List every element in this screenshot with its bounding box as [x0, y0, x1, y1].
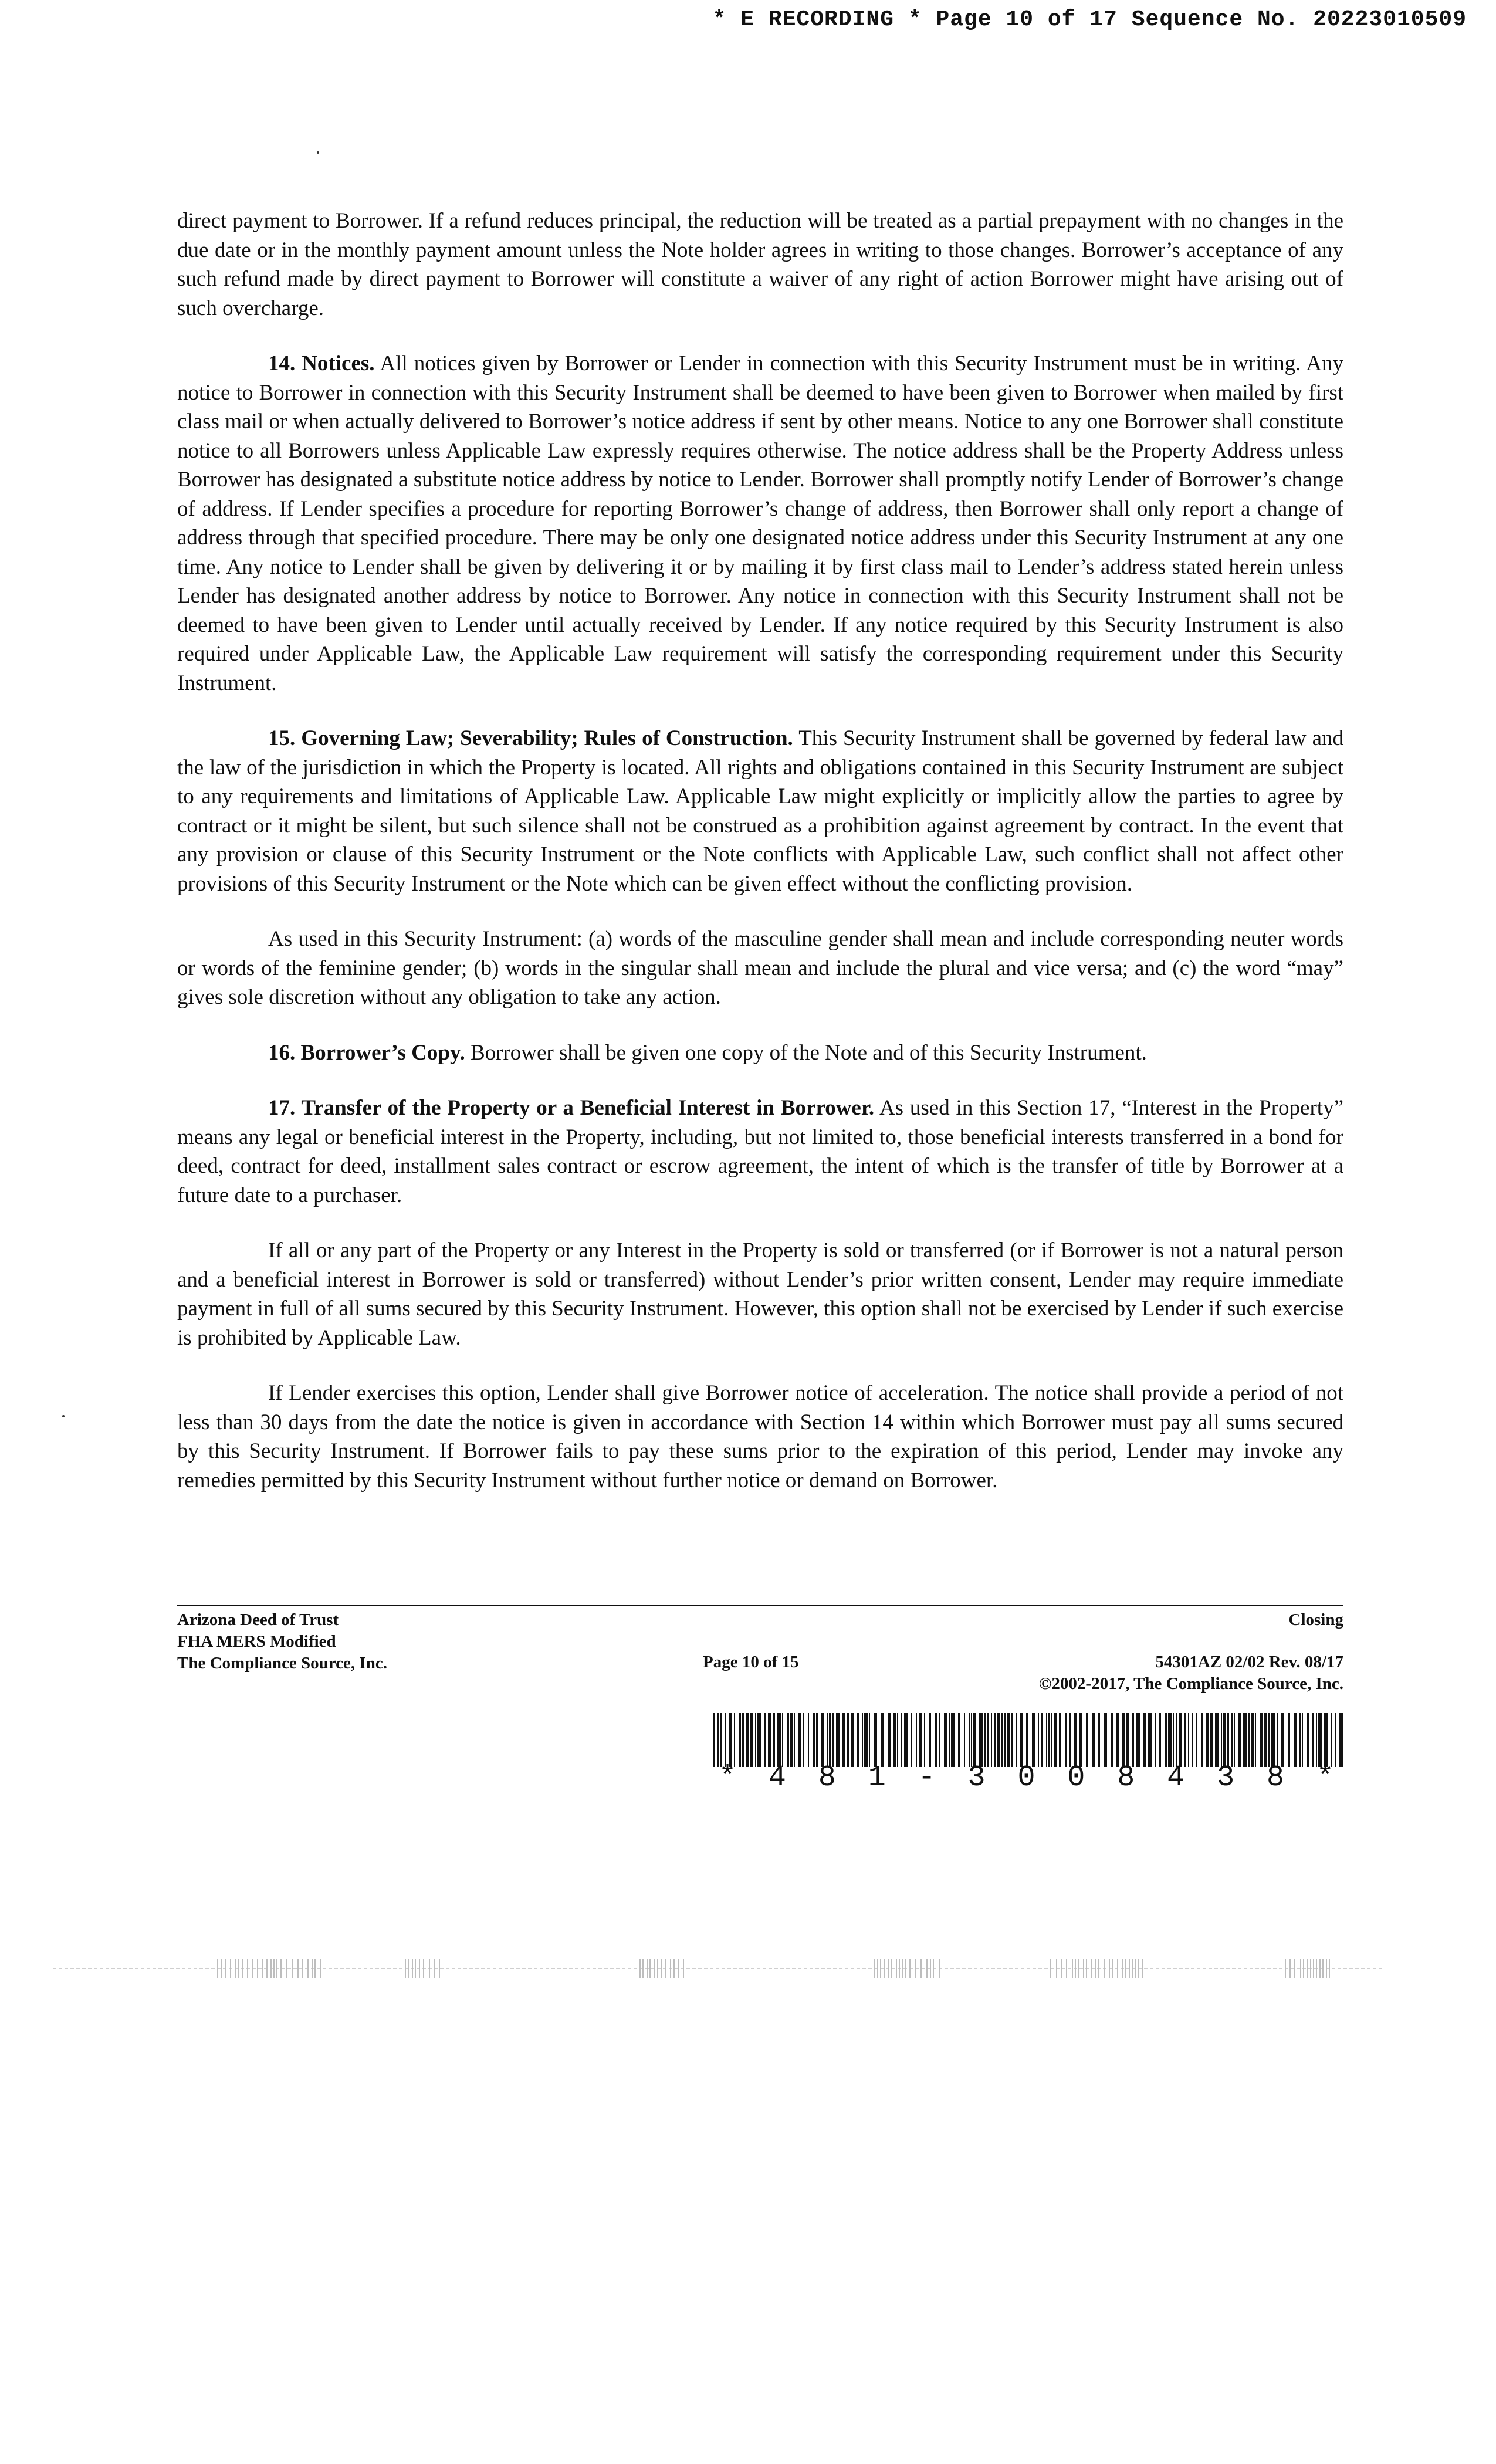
- scan-mark: [888, 1959, 889, 1978]
- barcode-bar: [734, 1713, 735, 1767]
- scan-mark: [884, 1959, 885, 1978]
- scan-mark: [657, 1959, 658, 1978]
- barcode-char: 3: [967, 1761, 989, 1795]
- scan-mark: [1078, 1959, 1079, 1978]
- barcode-bar: [901, 1713, 902, 1767]
- scan-mark: [1300, 1959, 1301, 1978]
- barcode-bar: [1165, 1713, 1167, 1767]
- scan-mark: [915, 1959, 916, 1978]
- scan-mark: [1285, 1959, 1286, 1978]
- barcode-bar: [1192, 1713, 1193, 1767]
- barcode-bar: [1268, 1713, 1270, 1767]
- barcode-bar: [1148, 1713, 1152, 1767]
- barcode-char: 3: [1217, 1761, 1238, 1795]
- barcode-bar: [1032, 1713, 1035, 1767]
- barcode-bar: [746, 1713, 749, 1767]
- barcode-bar: [1248, 1713, 1250, 1767]
- barcode-bar: [1196, 1713, 1197, 1767]
- barcode-bar: [832, 1713, 834, 1767]
- footer-right: [1039, 1651, 1343, 1695]
- barcode-bar: [1116, 1713, 1119, 1767]
- scan-mark: [896, 1959, 897, 1978]
- barcode-bar: [742, 1713, 744, 1767]
- scan-mark: [1061, 1959, 1062, 1978]
- scan-mark: [926, 1959, 928, 1978]
- scan-mark: [1125, 1959, 1126, 1978]
- barcode-bar: [757, 1713, 761, 1767]
- barcode-bar: [1206, 1713, 1209, 1767]
- scan-mark: [678, 1959, 679, 1978]
- barcode-bar: [857, 1713, 859, 1767]
- scan-mark: [1303, 1959, 1304, 1978]
- barcode-bar: [1184, 1713, 1186, 1767]
- scan-mark: [266, 1959, 268, 1978]
- scan-mark: [1135, 1959, 1136, 1978]
- scan-mark: [423, 1959, 424, 1978]
- barcode-bar: [1020, 1713, 1023, 1767]
- section-16-heading: 16. Borrower’s Copy.: [268, 1040, 465, 1065]
- barcode-char: 0: [1017, 1761, 1039, 1795]
- footer-copyright: ©2002-2017, The Compliance Source, Inc.: [1038, 1674, 1343, 1693]
- barcode-bar: [1104, 1713, 1107, 1767]
- barcode-bar: [1079, 1713, 1082, 1767]
- barcode-char: -: [918, 1761, 939, 1795]
- barcode-bar: [836, 1713, 840, 1767]
- barcode-bar: [1155, 1713, 1156, 1767]
- scan-mark: [930, 1959, 931, 1978]
- barcode-bar: [1176, 1713, 1177, 1767]
- barcode-bar: [944, 1713, 947, 1767]
- barcode-bar: [1054, 1713, 1057, 1767]
- scan-mark: [292, 1959, 293, 1978]
- barcode-bar: [1215, 1713, 1219, 1767]
- barcode-bar: [1307, 1713, 1309, 1767]
- scan-mark: [242, 1959, 243, 1978]
- scan-mark: [230, 1959, 231, 1978]
- scan-mark: [1056, 1959, 1057, 1978]
- barcode-bar: [987, 1713, 989, 1767]
- scan-mark: [238, 1959, 239, 1978]
- barcode-char: 8: [1266, 1761, 1288, 1795]
- scan-mark: [1112, 1959, 1113, 1978]
- barcode-bar: [1111, 1713, 1113, 1767]
- scan-mark: [1098, 1959, 1099, 1978]
- footer-divider: [177, 1605, 1343, 1606]
- scan-mark: [408, 1959, 409, 1978]
- barcode-bar: [1221, 1713, 1222, 1767]
- scan-mark: [1086, 1959, 1087, 1978]
- scan-mark: [1316, 1959, 1317, 1978]
- scan-mark: [1066, 1959, 1067, 1978]
- barcode-bar: [798, 1713, 801, 1767]
- section-17-text: As used in this Section 17, “Interest in the Property” means any legal or beneficial interest in the Property, including, but not limited to, those beneficial interests transferred in a bond for deed, contract for deed, installment sales contract or escrow agreement, the intent of which is the transfer of title by Borrower at a future date to a purchaser.: [177, 1096, 1344, 1207]
- scan-mark: [642, 1959, 644, 1978]
- scan-mark: [1319, 1959, 1321, 1978]
- barcode-char: *: [719, 1761, 740, 1795]
- barcode-bar: [1324, 1713, 1328, 1767]
- scan-mark: [654, 1959, 655, 1978]
- scan-mark: [1117, 1959, 1118, 1978]
- barcode-bar: [1173, 1713, 1174, 1767]
- barcode-bar: [958, 1713, 960, 1767]
- barcode-bar: [847, 1713, 849, 1767]
- barcode-bar: [808, 1713, 809, 1767]
- scan-mark: [877, 1959, 878, 1978]
- section-14-heading: 14. Notices.: [268, 351, 375, 375]
- scan-mark: [312, 1959, 313, 1978]
- scan-mark: [280, 1959, 282, 1978]
- barcode-char: 8: [818, 1761, 840, 1795]
- barcode-bar: [764, 1713, 766, 1767]
- barcode-bar: [729, 1713, 732, 1767]
- scan-mark: [320, 1959, 321, 1978]
- scan-mark: [1095, 1959, 1096, 1978]
- barcode-bar: [1041, 1713, 1043, 1767]
- barcode-bar: [1231, 1713, 1233, 1767]
- barcode-bar: [782, 1713, 783, 1767]
- scan-mark: [673, 1959, 675, 1978]
- scan-mark: [874, 1959, 875, 1978]
- barcode-bar: [924, 1713, 925, 1767]
- barcode-char: 4: [768, 1761, 790, 1795]
- barcode-bar: [1098, 1713, 1100, 1767]
- barcode-bar: [1243, 1713, 1247, 1767]
- scan-mark: [1329, 1959, 1330, 1978]
- barcode-bar: [1001, 1713, 1003, 1767]
- scan-mark: [252, 1959, 253, 1978]
- barcode-bar: [717, 1713, 719, 1767]
- barcode-number: [713, 1761, 1343, 1795]
- barcode-bar: [1288, 1713, 1290, 1767]
- barcode-bar: [842, 1713, 845, 1767]
- barcode-bar: [1004, 1713, 1006, 1767]
- section-17-sale: If all or any part of the Property or any Interest in the Property is sold or transferred (or if Borrower is not a natural person and a beneficial interest in Borrower is sold or transferred) without Lender’s prior written consent, Lender may require immediate payment in full of all sums secured by this Security Instrument. However, this option shall not be exercised by Lender if such exercise is prohibited by Applicable Law.: [177, 1238, 1343, 1350]
- scan-mark: [1322, 1959, 1324, 1978]
- barcode-bar: [893, 1713, 896, 1767]
- barcode-char: 0: [1067, 1761, 1089, 1795]
- section-15-heading: 15. Governing Law; Severability; Rules of Construction.: [268, 726, 793, 750]
- barcode-bar: [773, 1713, 775, 1767]
- barcode-bar: [1132, 1713, 1134, 1767]
- scan-mark: [225, 1959, 226, 1978]
- barcode-bar: [1255, 1713, 1256, 1767]
- scan-mark: [909, 1959, 911, 1978]
- barcode-bar: [829, 1713, 831, 1767]
- scan-mark: [899, 1959, 900, 1978]
- barcode-bar: [881, 1713, 884, 1767]
- scan-mark: [683, 1959, 684, 1978]
- barcode-bar: [725, 1713, 726, 1767]
- scan-mark: [1326, 1959, 1327, 1978]
- scan-mark: [1122, 1959, 1123, 1978]
- barcode-bar: [1086, 1713, 1088, 1767]
- barcode-bar: [1092, 1713, 1095, 1767]
- scan-mark: [1050, 1959, 1051, 1978]
- barcode-bar: [1227, 1713, 1229, 1767]
- paragraph-refund: direct payment to Borrower. If a refund reduces principal, the reduction will be treated as a partial prepayment with no changes in the due date or in the monthly payment amount unless the Note holder agrees in writing to those changes. Borrower’s acceptance of any such refund made by direct payment to Borrower will constitute a waiver of any right of action Borrower might have arising out of such overcharge.: [177, 209, 1343, 320]
- barcode-bar: [755, 1713, 756, 1767]
- barcode-bar: [1260, 1713, 1263, 1767]
- scan-mark: [235, 1959, 236, 1978]
- scan-speck: [62, 1415, 65, 1417]
- barcode-char: 1: [868, 1761, 889, 1795]
- scan-artifact-strip: [53, 1957, 1385, 1980]
- section-16-text: Borrower shall be given one copy of the Note and of this Security Instrument.: [470, 1040, 1147, 1065]
- barcode-bar: [1038, 1713, 1039, 1767]
- barcode-bar: [969, 1713, 970, 1767]
- barcode-bar: [1294, 1713, 1297, 1767]
- scan-mark: [905, 1959, 906, 1978]
- footer-doc-subtitle: FHA MERS Modified: [177, 1632, 336, 1651]
- barcode-bar: [1302, 1713, 1303, 1767]
- barcode-bar: [1168, 1713, 1172, 1767]
- scan-mark: [933, 1959, 934, 1978]
- scan-mark: [405, 1959, 406, 1978]
- barcode-bar: [1234, 1713, 1235, 1767]
- barcode-bar: [1264, 1713, 1267, 1767]
- barcode-bar: [739, 1713, 741, 1767]
- barcode-bar: [827, 1713, 828, 1767]
- barcode-char: *: [1316, 1761, 1338, 1795]
- scan-mark: [276, 1959, 277, 1978]
- scan-mark: [939, 1959, 940, 1978]
- recording-header: * E RECORDING * Page 10 of 17 Sequence No. 20223010509: [712, 7, 1467, 32]
- scan-mark: [415, 1959, 416, 1978]
- section-15-construction: As used in this Security Instrument: (a) words of the masculine gender shall mean and include corresponding neuter words or words of the feminine gender; (b) words in the singular shall mean and include the plural and vice versa; and (c) the word “may” gives sole discretion without any obligation to take any action.: [177, 927, 1343, 1009]
- footer-left: [177, 1609, 387, 1674]
- scan-mark: [1109, 1959, 1110, 1978]
- scan-mark: [262, 1959, 263, 1978]
- barcode-bar: [777, 1713, 781, 1767]
- scan-mark: [270, 1959, 272, 1978]
- barcode-bar: [1277, 1713, 1278, 1767]
- barcode-bar: [851, 1713, 854, 1767]
- barcode-bar: [1046, 1713, 1047, 1767]
- scan-mark: [1072, 1959, 1073, 1978]
- barcode-bar: [816, 1713, 818, 1767]
- barcode-bar: [864, 1713, 868, 1767]
- barcode-bar: [803, 1713, 804, 1767]
- barcode-bar: [1281, 1713, 1284, 1767]
- scan-mark: [902, 1959, 903, 1978]
- barcode-bar: [1251, 1713, 1254, 1767]
- scan-mark: [314, 1959, 316, 1978]
- footer-doc-title: Arizona Deed of Trust: [177, 1610, 339, 1629]
- footer-company: The Compliance Source, Inc.: [177, 1654, 387, 1673]
- barcode-bar: [997, 1713, 1000, 1767]
- barcode-bar: [794, 1713, 795, 1767]
- barcode-bar: [911, 1713, 912, 1767]
- scan-mark: [1310, 1959, 1311, 1978]
- scan-mark: [661, 1959, 662, 1978]
- scan-mark: [412, 1959, 413, 1978]
- scan-mark: [920, 1959, 922, 1978]
- barcode-bar: [1074, 1713, 1077, 1767]
- barcode-bar: [790, 1713, 793, 1767]
- scan-speck: [317, 151, 319, 154]
- barcode-bar: [862, 1713, 863, 1767]
- section-14-text: All notices given by Borrower or Lender in connection with this Security Instrument must be in writing. Any notice to Borrower in connection with this Security Instrument shall be deemed to have been given to Borrower when mailed by first class mail or when actually delivered to Borrower’s notice address if sent by other means. Notice to any one Borrower shall constitute notice to all Borrowers unless Applicable Law expressly requires otherwise. The notice address shall be the Property Address unless Borrower has designated a substitute notice address by notice to Lender. Borrower shall promptly notify Lender of Borrower’s change of address. If Lender specifies a procedure for reporting Borrower’s change of address, then Borrower shall only report a change of address through that specified procedure. There may be only one designated notice address under this Security Instrument at any one time. Any notice to Lender shall be given by delivering it or by mailing it by first class mail to Lender’s address stated herein unless Lender has designated another address by notice to Borrower. Any notice in connection with this Security Instrument shall not be deemed to have been given to Lender until actually received by Lender. If any notice required by this Security Instrument is also required under Applicable Law, the Applicable Law requirement will satisfy the corresponding requirement under this Security Instrument.: [177, 351, 1343, 695]
- scan-mark: [1129, 1959, 1130, 1978]
- body-text: [177, 207, 1343, 1521]
- barcode-bar: [1316, 1713, 1317, 1767]
- barcode-bar: [1059, 1713, 1061, 1767]
- barcode-bar: [713, 1713, 715, 1767]
- section-16-borrowers-copy: [177, 1038, 1343, 1068]
- scan-mark: [891, 1959, 892, 1978]
- scan-mark: [297, 1959, 299, 1978]
- scan-mark: [639, 1959, 641, 1978]
- barcode-bar: [1238, 1713, 1241, 1767]
- barcode-bar: [979, 1713, 983, 1767]
- scan-mark: [221, 1959, 222, 1978]
- scan-mark: [1142, 1959, 1143, 1978]
- scan-mark: [649, 1959, 651, 1978]
- barcode-bar: [973, 1713, 976, 1767]
- barcode-bar: [1188, 1713, 1189, 1767]
- barcode-bar: [1179, 1713, 1182, 1767]
- barcode-bar: [1051, 1713, 1052, 1767]
- barcode-bar: [1026, 1713, 1028, 1767]
- barcode-bar: [964, 1713, 965, 1767]
- barcode-bar: [994, 1713, 996, 1767]
- footer-page-number: Page 10 of 15: [703, 1653, 799, 1671]
- barcode-bar: [1339, 1713, 1343, 1767]
- barcode-bar: [949, 1713, 950, 1767]
- scan-mark: [302, 1959, 303, 1978]
- barcode-bar: [888, 1713, 891, 1767]
- barcode-char: 4: [1167, 1761, 1189, 1795]
- barcode-bar: [1271, 1713, 1275, 1767]
- scan-mark: [434, 1959, 435, 1978]
- scan-mark: [1091, 1959, 1092, 1978]
- scan-mark: [880, 1959, 881, 1978]
- barcode-bar: [1312, 1713, 1314, 1767]
- barcode-bar: [929, 1713, 931, 1767]
- section-17-acceleration: If Lender exercises this option, Lender shall give Borrower notice of acceleration. The notice shall provide a period of not less than 30 days from the date the notice is given in accordance with Section 14 within which Borrower must pay all sums secured by this Security Instrument. If Borrower fails to pay these sums prior to the expiration of this period, Lender may invoke any remedies permitted by this Security Instrument without further notice or demand on Borrower.: [177, 1381, 1343, 1492]
- scan-mark: [257, 1959, 258, 1978]
- scan-mark: [429, 1959, 430, 1978]
- barcode-bar: [787, 1713, 789, 1767]
- barcode-bar: [1159, 1713, 1161, 1767]
- section-17-transfer: [177, 1094, 1343, 1210]
- barcode-bar: [1007, 1713, 1010, 1767]
- barcode-bar: [768, 1713, 771, 1767]
- barcode-bar: [935, 1713, 937, 1767]
- barcode-bar: [984, 1713, 986, 1767]
- scan-mark: [665, 1959, 666, 1978]
- section-15-governing-law: [177, 724, 1343, 898]
- barcode-bar: [874, 1713, 877, 1767]
- barcode-bar: [1048, 1713, 1050, 1767]
- barcode-bar: [919, 1713, 922, 1767]
- barcode-bar: [1331, 1713, 1332, 1767]
- footer-form-code: 54301AZ 02/02 Rev. 08/17: [1155, 1653, 1343, 1671]
- barcode-bar: [1065, 1713, 1067, 1767]
- barcode-bar: [1223, 1713, 1226, 1767]
- barcode-bar: [1201, 1713, 1203, 1767]
- scan-mark: [670, 1959, 671, 1978]
- scan-mark: [1307, 1959, 1308, 1978]
- section-15-text: This Security Instrument shall be governed by federal law and the law of the jurisdiction in which the Property is located. All rights and obligations contained in this Security Instrument are subject to any requirements and limitations of Applicable Law. Applicable Law might explicitly or implicitly allow the parties to agree by contract or it might be silent, but such silence shall not be construed as a prohibition against agreement by contract. In the event that any provision or clause of this Security Instrument or the Note conflicts with Applicable Law, such conflict shall not affect other provisions of this Security Instrument or the Note which can be given effect without the conflicting provision.: [177, 726, 1344, 896]
- barcode-char: 8: [1117, 1761, 1139, 1795]
- barcode-bar: [904, 1713, 908, 1767]
- scan-mark: [1289, 1959, 1291, 1978]
- barcode-bar: [916, 1713, 917, 1767]
- scan-mark: [217, 1959, 218, 1978]
- barcode-bar: [951, 1713, 955, 1767]
- barcode-bar: [971, 1713, 972, 1767]
- barcode-bar: [1136, 1713, 1140, 1767]
- barcode-bar: [1299, 1713, 1301, 1767]
- barcode-bar: [720, 1713, 722, 1767]
- barcode-graphic: [713, 1713, 1343, 1767]
- section-17-heading: 17. Transfer of the Property or a Beneficial Interest in Borrower.: [268, 1096, 875, 1120]
- scan-mark: [247, 1959, 248, 1978]
- scan-mark: [1132, 1959, 1133, 1978]
- barcode-bar: [1210, 1713, 1213, 1767]
- scan-mark: [1075, 1959, 1076, 1978]
- barcode-bar: [813, 1713, 815, 1767]
- barcode-bar: [750, 1713, 753, 1767]
- barcode-bar: [869, 1713, 870, 1767]
- scan-mark: [1294, 1959, 1295, 1978]
- scan-mark: [286, 1959, 287, 1978]
- scan-mark: [307, 1959, 309, 1978]
- barcode-bar: [1122, 1713, 1125, 1767]
- barcode-bar: [991, 1713, 992, 1767]
- scan-mark: [647, 1959, 648, 1978]
- footer-closing: Closing: [1288, 1610, 1343, 1629]
- scan-mark: [273, 1959, 275, 1978]
- barcode-bar: [1318, 1713, 1322, 1767]
- section-14-notices: [177, 349, 1343, 698]
- barcode-bar: [1143, 1713, 1146, 1767]
- scan-mark: [1138, 1959, 1139, 1978]
- barcode-bar: [1335, 1713, 1336, 1767]
- scan-mark: [1104, 1959, 1105, 1978]
- barcode-bar: [1126, 1713, 1129, 1767]
- barcode-bar: [1069, 1713, 1071, 1767]
- barcode-bar: [897, 1713, 898, 1767]
- scan-mark: [439, 1959, 440, 1978]
- barcode-bar: [939, 1713, 940, 1767]
- scan-mark: [1313, 1959, 1314, 1978]
- scan-mark: [1083, 1959, 1084, 1978]
- scan-mark: [419, 1959, 420, 1978]
- barcode-bar: [1016, 1713, 1017, 1767]
- barcode-bar: [1011, 1713, 1013, 1767]
- barcode-bar: [821, 1713, 824, 1767]
